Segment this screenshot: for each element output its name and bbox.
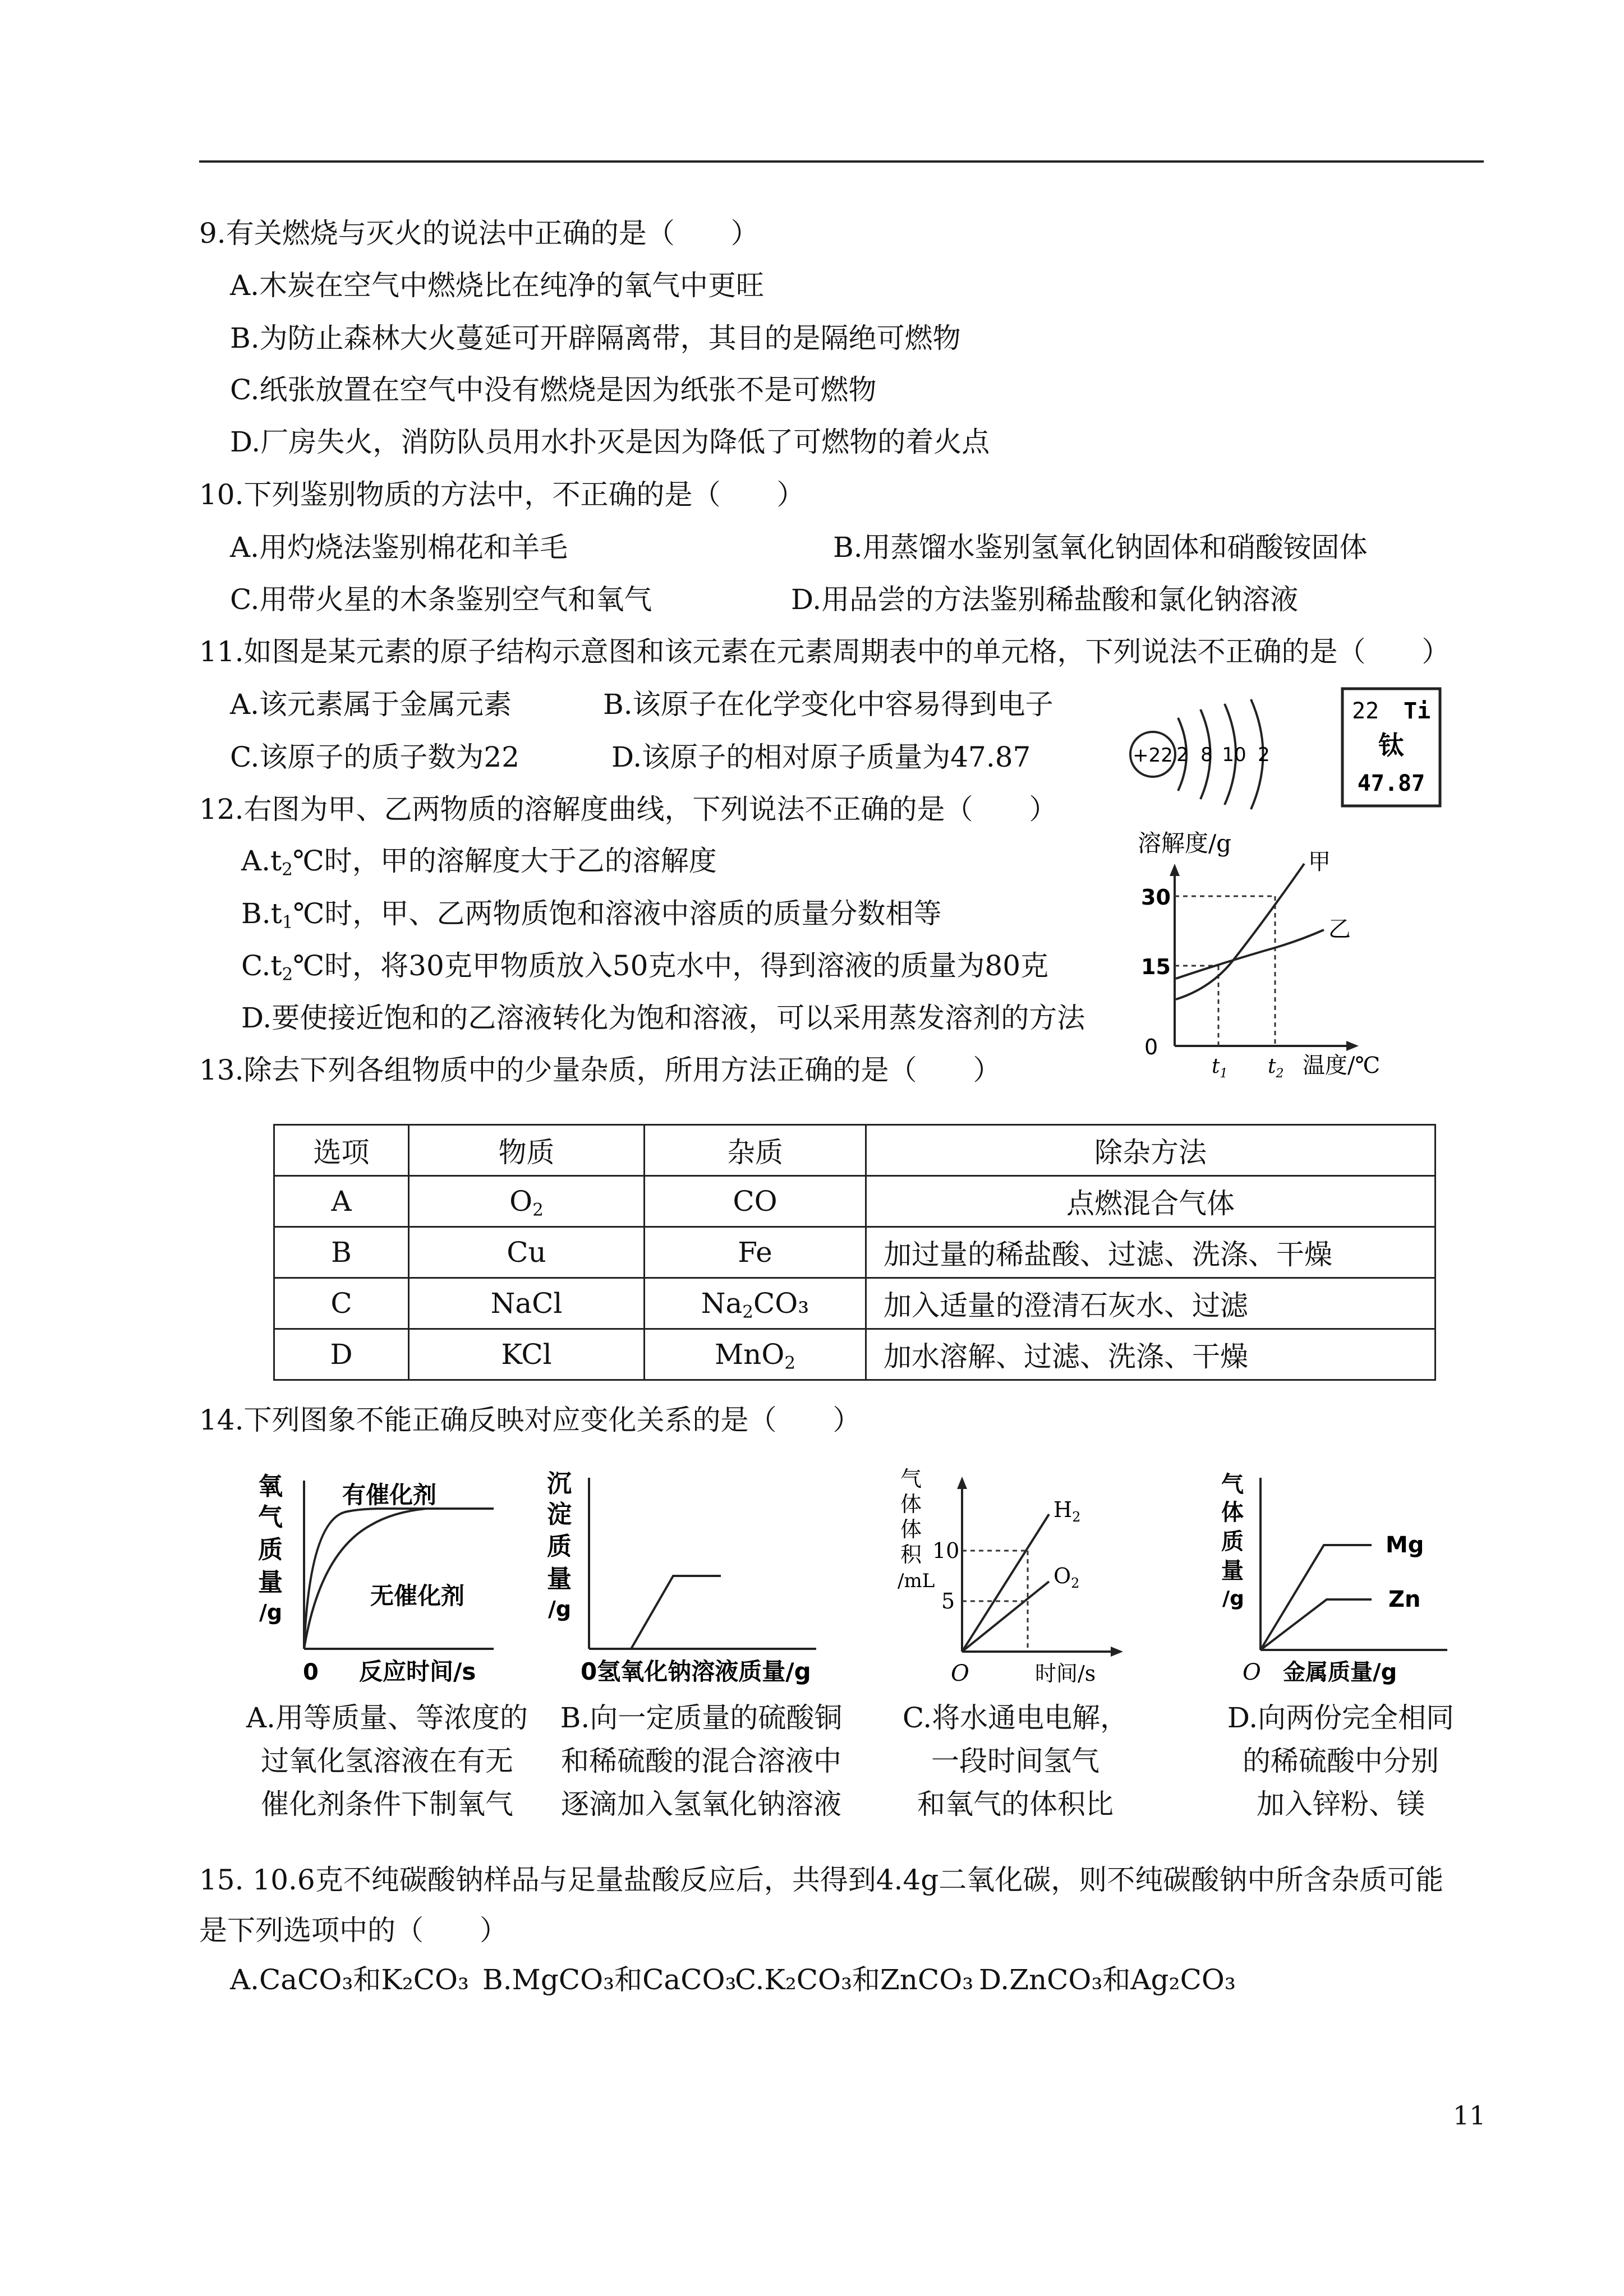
graph-b-precipitate [547,1469,850,1694]
element-name: 钛 [1378,730,1404,760]
q12-stem: 12.右图为甲、乙两物质的溶解度曲线，下列说法不正确的是（ ） [199,793,1057,826]
q11-option-d: D.该原子的相对原子质量为47.87 [611,741,1031,773]
graph-b-ylabel-2: 淀 [547,1500,572,1529]
atom-structure-diagram [1125,687,1293,822]
row-option: B [274,1227,409,1278]
shell-count-2: 8 [1200,744,1213,766]
graph-b-xlabel: 0氢氧化钠溶液质量/g [581,1658,811,1685]
q15-option-b: B.MgCO₃和CaCO₃ [482,1963,737,1996]
curve-with-catalyst [304,1509,494,1649]
graph-a-ylabel-4: 量 [258,1568,283,1597]
line-o2 [962,1582,1049,1652]
shell-count-1: 2 [1176,744,1189,766]
solubility-curve-graph [1128,824,1408,1082]
q11-stem: 11.如图是某元素的原子结构示意图和该元素在元素周期表中的单元格，下列说法不正确的是（ ） [199,635,1450,668]
tick-5: 5 [941,1589,955,1613]
curve-without-catalyst [304,1509,426,1649]
q12-option-d: D.要使接近饱和的乙溶液转化为饱和溶液，可以采用蒸发溶剂的方法 [241,1002,1085,1034]
element-symbol: Ti [1404,698,1431,724]
row-substance: Cu [409,1227,645,1278]
row-method: 加过量的稀盐酸、过滤、洗涤、干燥 [866,1227,1436,1278]
table-row [274,1176,1436,1227]
graph-d-ylabel-3: 质 [1221,1529,1244,1555]
graph-a-caption: A.用等质量、等浓度的 过氧化氢溶液在有无 催化剂条件下制氧气 [246,1702,528,1820]
label-without-catalyst: 无催化剂 [370,1582,465,1610]
q10-option-b: B.用蒸馏水鉴别氢氧化钠固体和硝酸铵固体 [833,531,1368,564]
q10-option-c: C.用带火星的木条鉴别空气和氧气 [230,583,652,616]
q9-option-b: B.为防止森林大火蔓延可开辟隔离带，其目的是隔绝可燃物 [230,322,961,354]
table-header-row [274,1125,1436,1176]
graph-a-ylabel-2: 气 [258,1503,283,1532]
tick-30: 30 [1141,885,1171,910]
graph-d-ylabel-5: /g [1222,1587,1244,1610]
label-o2: $O_2$ [1053,1564,1080,1591]
graph-x-arrow [1346,1041,1359,1051]
q15-option-c: C.K₂CO₃和ZnCO₃ [735,1963,974,1996]
header-impurity: 杂质 [645,1125,866,1176]
graph-c-x-arrow [1111,1647,1123,1657]
line-mg [1260,1545,1372,1650]
shell-count-4: 2 [1258,744,1270,766]
graph-b-caption: B.向一定质量的硫酸铜 和稀硫酸的混合溶液中 逐滴加入氢氧化钠溶液 [560,1702,843,1820]
page-number: 11 [1453,2100,1486,2131]
reagent-table [273,1124,1436,1381]
graph-c-ylabel-1: 气 [900,1467,922,1491]
line-zn [1260,1599,1372,1650]
label-jia: 甲 [1308,849,1331,875]
q12-option-b: $B.t_1℃$时，甲、乙两物质饱和溶液中溶质的质量分数相等 [241,897,942,933]
graph-d-metal [1220,1469,1473,1694]
graph-d-caption: D.向两份完全相同 的稀硫酸中分别 加入锌粉、镁 [1227,1702,1455,1820]
q11-option-a: A.该元素属于金属元素 [230,688,512,721]
row-substance: NaCl [409,1278,645,1329]
q10-option-d: D.用品尝的方法鉴别稀盐酸和氯化钠溶液 [791,583,1299,616]
q14-stem: 14.下列图象不能正确反映对应变化关系的是（ ） [199,1404,861,1436]
graph-b-ylabel-1: 沉 [547,1469,572,1498]
tick-t2: $t_2$ [1268,1055,1284,1081]
table-row [274,1278,1436,1329]
q9-stem: 9.有关燃烧与灭火的说法中正确的是（ ） [199,217,759,250]
graph-d-ylabel-4: 量 [1221,1558,1244,1584]
tick-10: 10 [932,1538,960,1563]
graph-d-ylabel-2: 体 [1221,1500,1244,1525]
row-option: C [274,1278,409,1329]
graph-c-caption: C.将水通电电解， 一段时间氢气 和氧气的体积比 [902,1702,1129,1820]
curve-jia [1176,864,1304,999]
label-zn: Zn [1388,1587,1421,1612]
precipitate-line [631,1576,721,1649]
q13-stem: 13.除去下列各组物质中的少量杂质，所用方法正确的是（ ） [199,1054,1001,1086]
graph-c-ylabel-2: 体 [900,1492,922,1516]
tick-15: 15 [1141,955,1171,979]
graph-c-electrolysis [898,1467,1133,1696]
header-rule [199,160,1484,163]
graph-a-ylabel-3: 质 [258,1536,283,1564]
graph-c-y-arrow [957,1477,967,1489]
q11-option-b: B.该原子在化学变化中容易得到电子 [603,688,1053,721]
graph-b-ylabel-4: 量 [547,1565,572,1593]
atomic-number: 22 [1352,698,1379,724]
row-substance: $O_2$ [409,1176,645,1227]
graph-c-origin: O [951,1661,969,1686]
relative-atomic-mass: 47.87 [1357,771,1425,796]
table-row [274,1329,1436,1380]
graph-a-xlabel: 反应时间/s [359,1658,476,1685]
graph-d-xlabel: 金属质量/g [1283,1659,1397,1685]
graph-y-arrow [1170,864,1180,876]
graph-a-ylabel-1: 氧 [258,1472,283,1501]
q10-stem: 10.下列鉴别物质的方法中，不正确的是（ ） [199,478,805,511]
graph-a-catalyst [258,1469,516,1694]
row-option: D [274,1329,409,1380]
row-substance: KCl [409,1329,645,1380]
graph-c-xlabel: 时间/s [1035,1661,1096,1686]
label-with-catalyst: 有催化剂 [342,1481,437,1509]
label-h2: $H_2$ [1053,1497,1081,1525]
graph-x-label: 温度/℃ [1303,1053,1381,1078]
q15-stem-line2: 是下列选项中的（ ） [199,1914,508,1947]
graph-d-origin: O [1243,1659,1261,1685]
q9-option-d: D.厂房失火，消防队员用水扑灭是因为降低了可燃物的着火点 [230,426,990,458]
row-impurity: CO [645,1176,866,1227]
periodic-table-cell [1341,687,1442,808]
header-substance: 物质 [409,1125,645,1176]
q9-option-c: C.纸张放置在空气中没有燃烧是因为纸张不是可燃物 [230,374,877,406]
row-method: 加水溶解、过滤、洗涤、干燥 [866,1329,1436,1380]
row-method: 加入适量的澄清石灰水、过滤 [866,1278,1436,1329]
header-option: 选项 [274,1125,409,1176]
q15-stem-line1: 15. 10.6克不纯碳酸钠样品与足量盐酸反应后，共得到4.4g二氧化碳，则不纯碳酸钠中所含杂质可能 [199,1864,1444,1896]
q9-option-a: A.木炭在空气中燃烧比在纯净的氧气中更旺 [230,269,765,302]
graph-b-ylabel-5: /g [548,1597,572,1621]
row-option: A [274,1176,409,1227]
graph-b-ylabel-3: 质 [547,1532,572,1561]
q12-option-c: $C.t_2℃$时，将30克甲物质放入50克水中，得到溶液的质量为80克 [241,949,1049,985]
row-impurity: MnO$_2$ [645,1329,866,1380]
graph-c-ylabel-3: 体 [900,1517,922,1542]
q15-option-d: D.ZnCO₃和Ag₂CO₃ [979,1963,1236,1996]
nucleus-charge: +22 [1133,744,1173,767]
label-yi: 乙 [1328,916,1351,942]
q10-option-a: A.用灼烧法鉴别棉花和羊毛 [230,531,568,564]
q12-option-a: $A.t_2℃$时，甲的溶解度大于乙的溶解度 [241,845,717,880]
graph-d-ylabel-1: 气 [1221,1472,1244,1497]
row-impurity: $Na_2CO_3$ [645,1278,866,1329]
header-method: 除杂方法 [866,1125,1436,1176]
graph-a-ylabel-5: /g [259,1600,283,1625]
graph-y-label: 溶解度/g [1138,829,1232,857]
row-impurity: Fe [645,1227,866,1278]
shell-count-3: 10 [1222,744,1246,766]
tick-t1: $t_1$ [1212,1055,1228,1081]
graph-c-ylabel-4: 积 [900,1542,922,1567]
table-row [274,1227,1436,1278]
q15-option-a: A.CaCO₃和K₂CO₃ [230,1963,470,1996]
line-h2 [962,1514,1049,1652]
q11-option-c: C.该原子的质子数为22 [230,741,519,773]
graph-c-ylabel-5: /mL [898,1570,935,1592]
graph-a-origin: 0 [303,1659,319,1685]
row-method: 点燃混合气体 [866,1176,1436,1227]
tick-origin: 0 [1144,1035,1158,1059]
label-mg: Mg [1386,1532,1424,1558]
